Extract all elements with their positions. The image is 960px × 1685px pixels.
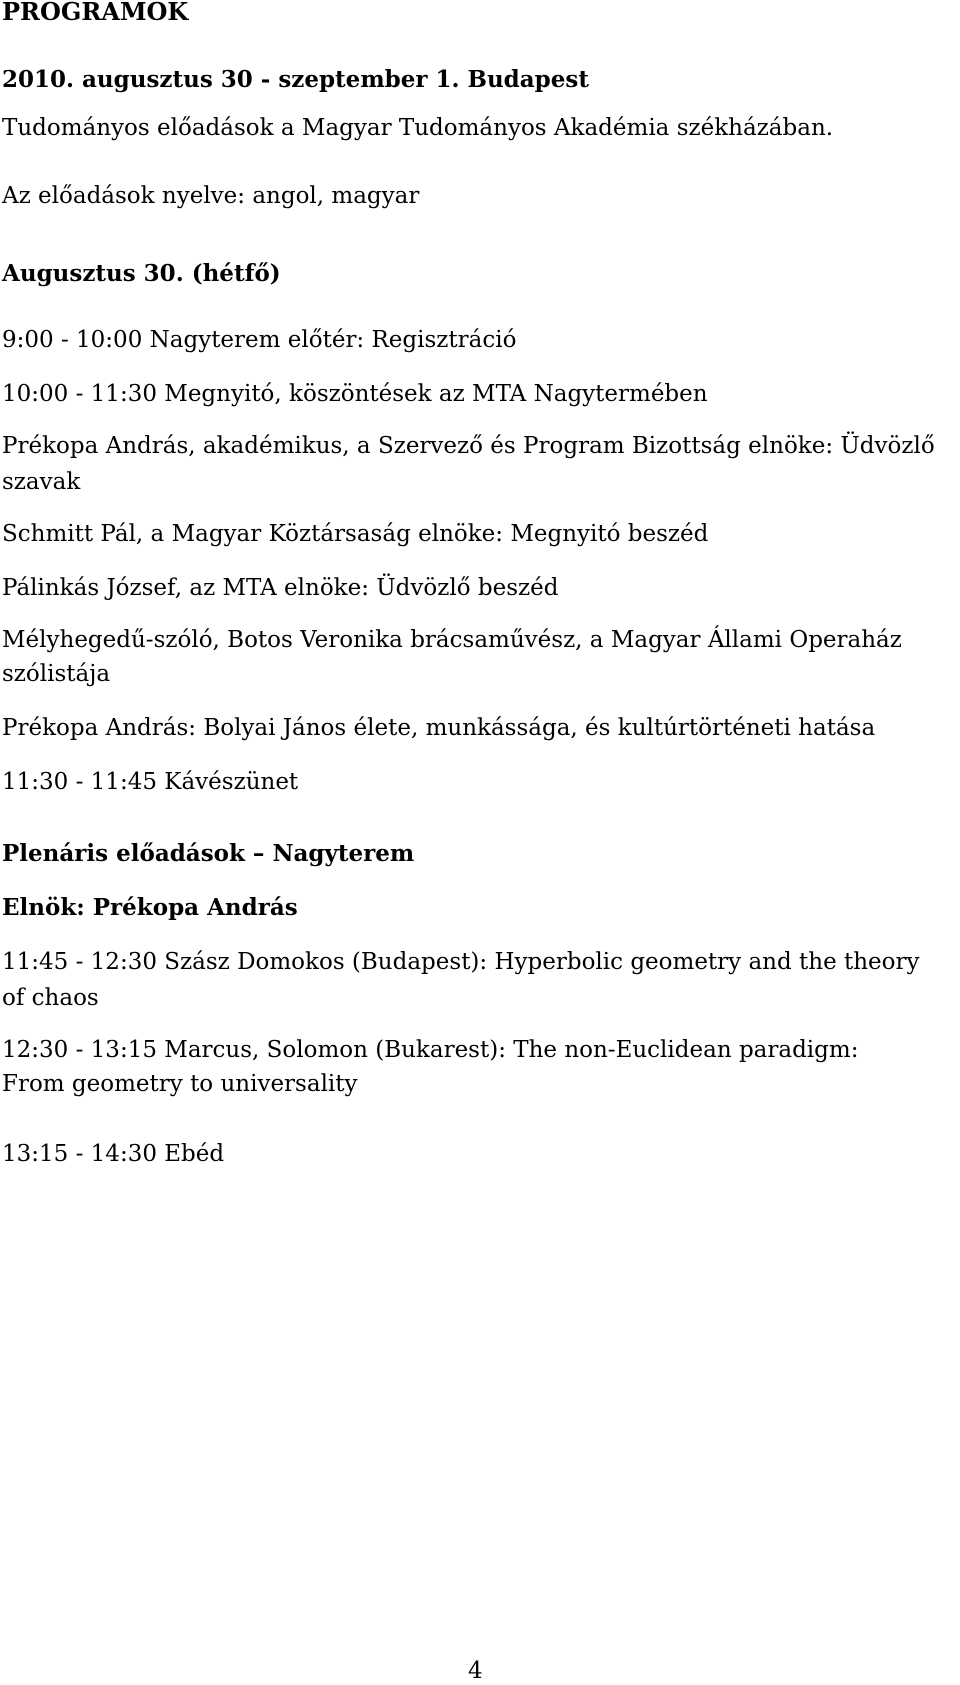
plenary-talk-marcus-continued: From geometry to universality [2, 1071, 358, 1097]
day-heading: Augusztus 30. (hétfő) [2, 260, 281, 287]
venue-line: Tudományos előadások a Magyar Tudományos Akadémia székházában. [2, 115, 834, 141]
schedule-item-lunch: 13:15 - 14:30 Ebéd [2, 1141, 225, 1167]
schedule-item-coffee-break: 11:30 - 11:45 Kávészünet [2, 769, 299, 795]
schedule-item-prekopa-welcome-continued: szavak [2, 469, 81, 495]
plenary-heading: Plenáris előadások – Nagyterem [2, 840, 415, 867]
schedule-item-bolyai-lecture: Prékopa András: Bolyai János élete, munkássága, és kultúrtörténeti hatása [2, 715, 876, 741]
schedule-item-palinkas-speech: Pálinkás József, az MTA elnöke: Üdvözlő beszéd [2, 575, 559, 601]
page-title: PROGRAMOK [2, 0, 189, 26]
page-number: 4 [468, 1658, 483, 1684]
language-line: Az előadások nyelve: angol, magyar [2, 183, 420, 209]
schedule-item-opening: 10:00 - 11:30 Megnyitó, köszöntések az MTA Nagytermében [2, 381, 708, 407]
schedule-item-viola-solo: Mélyhegedű-szóló, Botos Veronika brácsaművész, a Magyar Állami Operaház [2, 627, 902, 653]
date-location-line: 2010. augusztus 30 - szeptember 1. Budapest [2, 66, 589, 93]
plenary-talk-marcus: 12:30 - 13:15 Marcus, Solomon (Bukarest): The non-Euclidean paradigm: [2, 1037, 859, 1063]
schedule-item-prekopa-welcome: Prékopa András, akadémikus, a Szervező és Program Bizottság elnöke: Üdvözlő [2, 433, 935, 459]
schedule-item-schmitt-speech: Schmitt Pál, a Magyar Köztársaság elnöke: Megnyitó beszéd [2, 521, 709, 547]
schedule-item-registration: 9:00 - 10:00 Nagyterem előtér: Regisztráció [2, 327, 517, 353]
session-chair: Elnök: Prékopa András [2, 894, 298, 921]
plenary-talk-szasz: 11:45 - 12:30 Szász Domokos (Budapest): Hyperbolic geometry and the theory [2, 949, 920, 975]
plenary-talk-szasz-continued: of chaos [2, 985, 99, 1011]
schedule-item-viola-solo-continued: szólistája [2, 661, 111, 687]
